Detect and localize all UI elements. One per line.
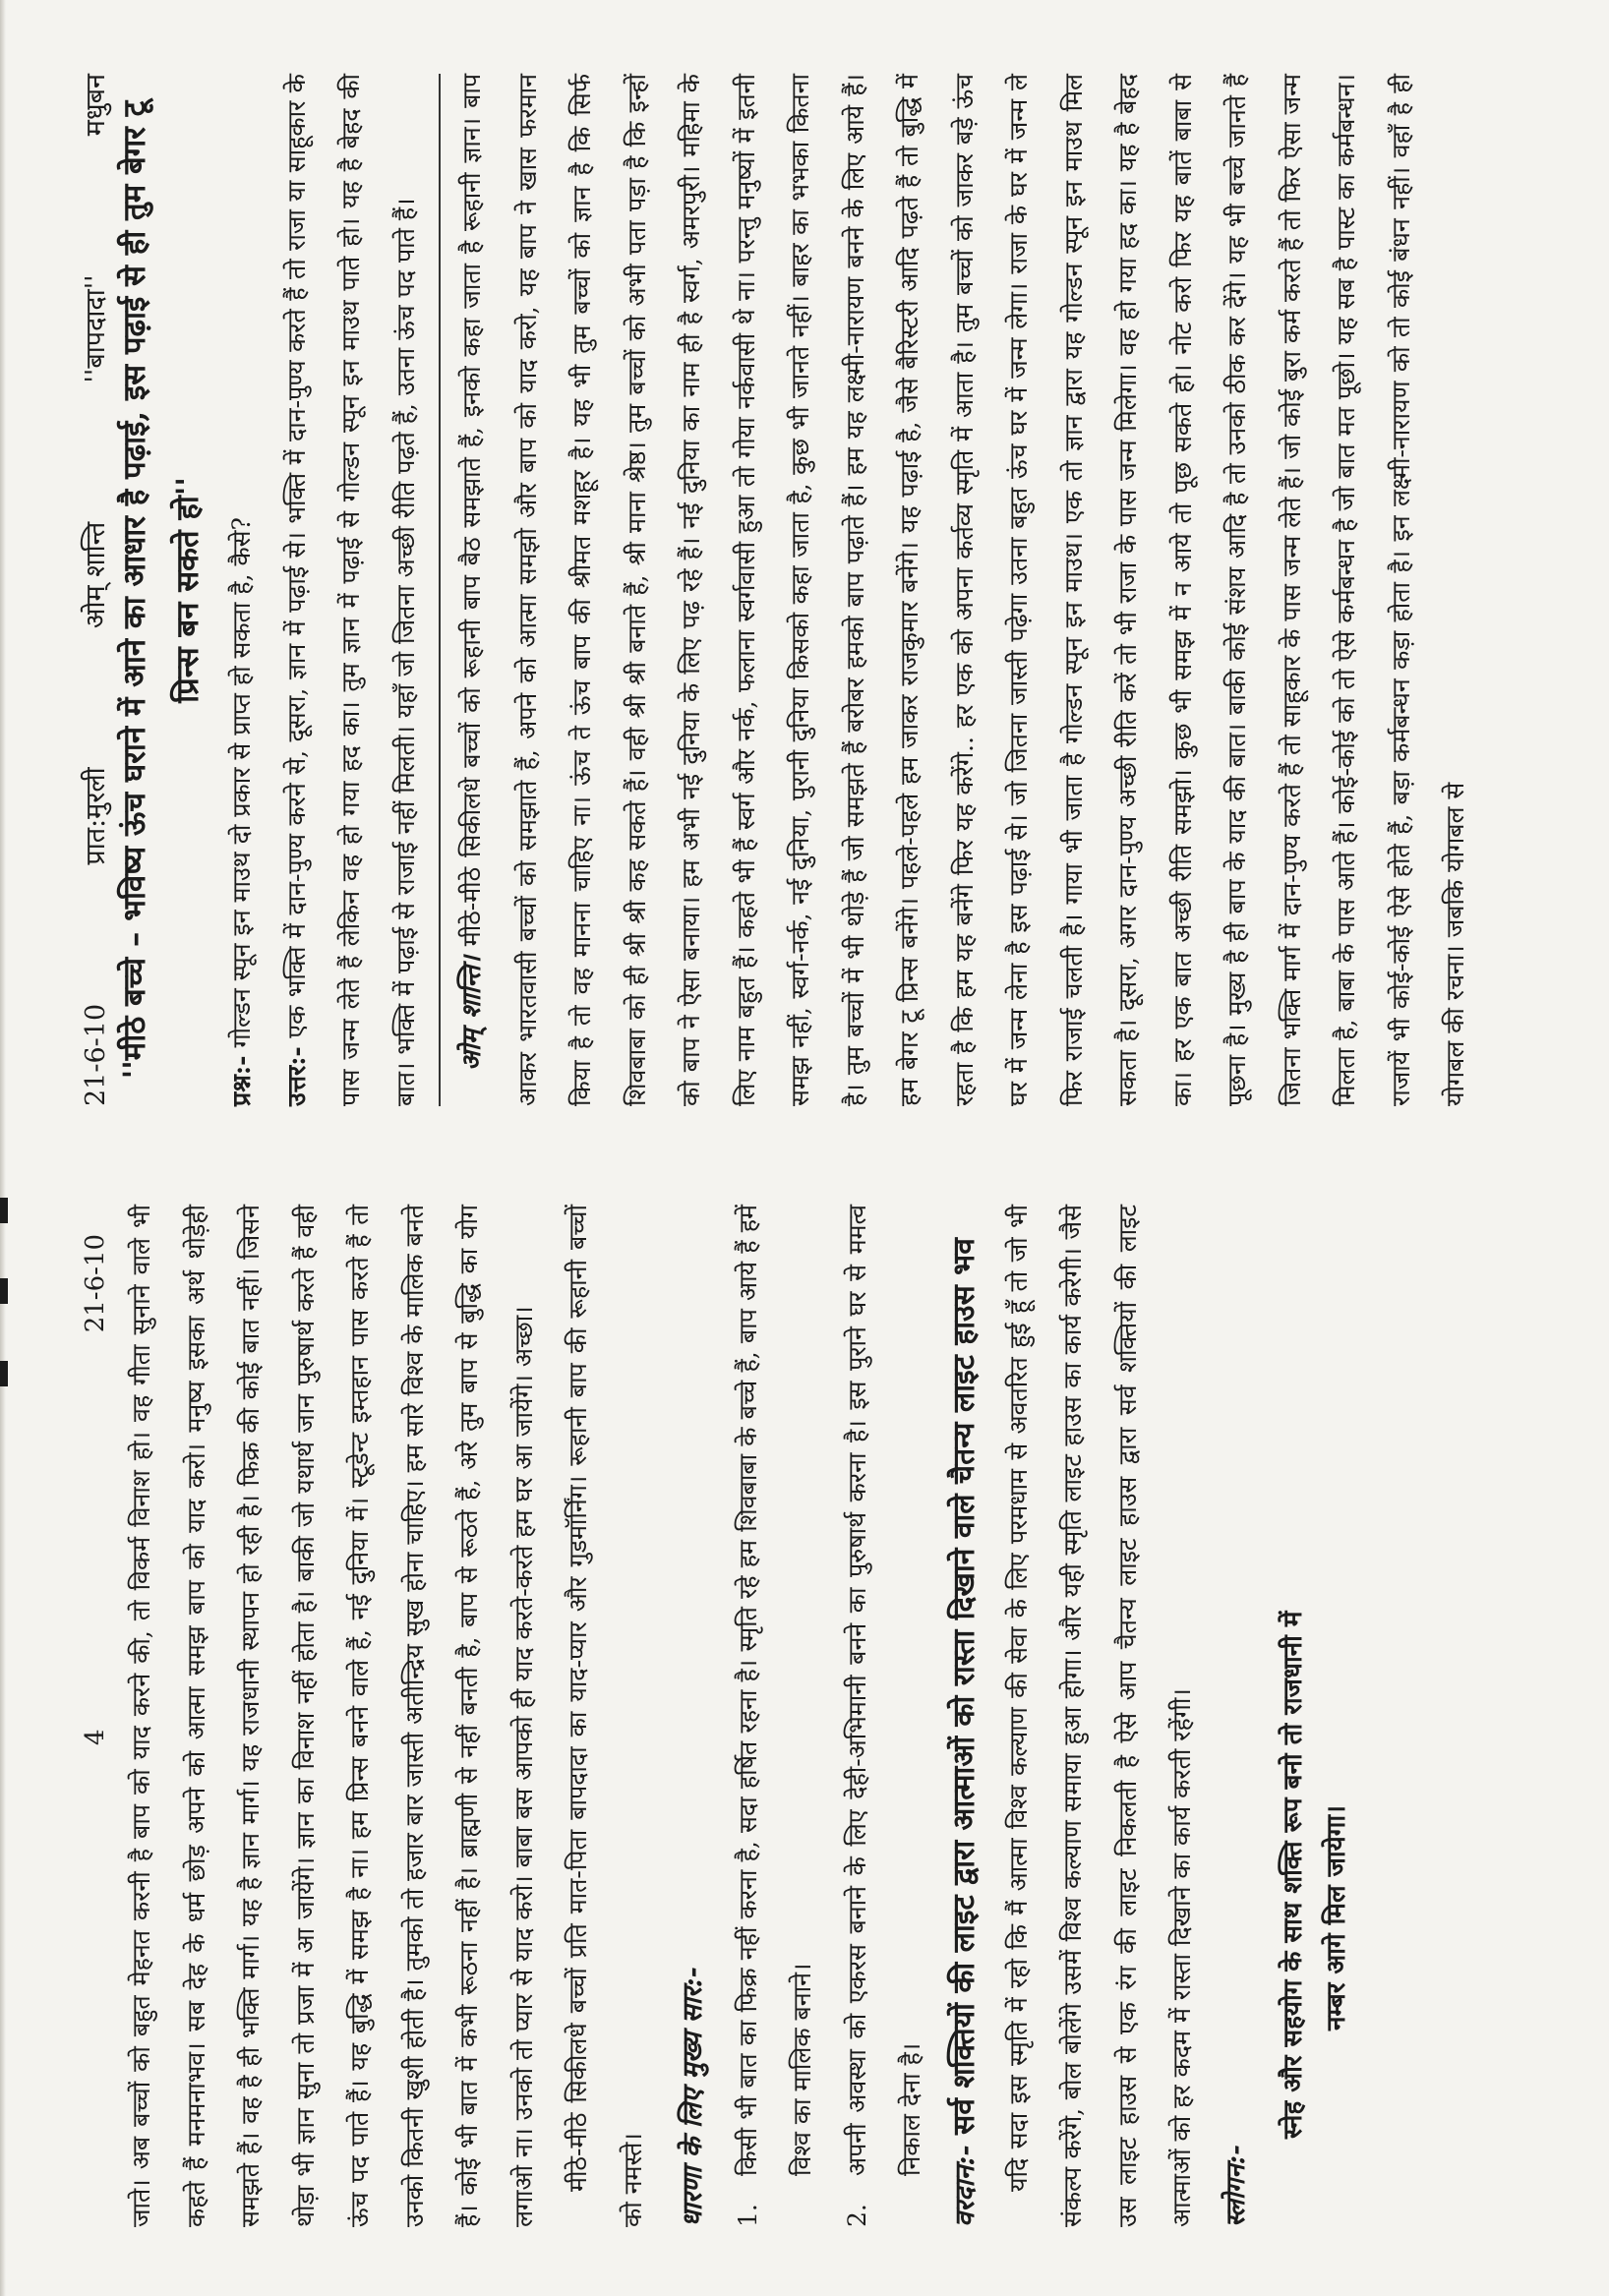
vardan-title: सर्व शक्तियों की लाइट द्वारा आत्माओं को रास्ता दिखाने वाले चैतन्य लाइट हाउस भव [946, 1238, 982, 2135]
right-page [69, 54, 1574, 1116]
dharna-item-text: किसी भी बात का फिक्र नहीं करना है, सदा हर्षित रहना है। स्मृति रहे हम शिवबाबा के बच्चे हैं, बाप आये हैं हमें विश्व का मालिक बनाने। [733, 1205, 816, 2176]
murli-title: ''मीठे बच्चे – भविष्य ऊंच घराने में आने का आधार है पढ़ाई, इस पढ़ाई से ही तुम बेगर टू प्रिन्स बन सकते हो'' [117, 100, 206, 1080]
question [214, 74, 269, 1106]
murli-greeting: ओम् शान्ति [81, 521, 111, 629]
question-text: गोल्डन स्पून इन माउथ दो प्रकार से प्राप्त हो सकता है, कैसे? [227, 517, 256, 1048]
rotated-content [69, 54, 1574, 2247]
om-shanti-paragraph [445, 74, 1483, 1106]
closing-paragraph: मीठे-मीठे सिकीलधे बच्चों प्रति मात-पिता बापदादा का याद-प्यार और गुडमॉर्निंग। रूहानी बाप की रूहानी बच्चों को नमस्ते। [564, 1205, 647, 2227]
om-shanti-text: मीठे-मीठे सिकीलधे बच्चों को रूहानी बाप बैठ समझाते हैं, इनको कहा जाता है रूहानी ज्ञान। बाप आकर भारतवासी बच्चों को समझाते हैं, अपने को आत्मा समझो और बाप को याद करो, यह बाप ने खास फरमान किया है तो वह मानना चाहिए ना। ऊंच ते ऊंच बाप की श्रीमत मशहूर है। यह भी तुम बच्चों को ज्ञान है कि सिर्फ शिवबाबा को ही श्री श्री कह सकते हैं। वही श्री श्री बनाते हैं, श्री माना श्रेष्ठ। तुम बच्चों को अभी पता पड़ा है कि इन्हों को बाप ने ऐसा बनाया। हम अभी नई दुनिया के लिए पढ़ रहे हैं। नई दुनिया का नाम ही है स्वर्ग, अमरपुरी। महिमा के लिए नाम बहुत हैं। कहते भी हैं स्वर्ग और नर्क, फलाना स्वर्गवासी हुआ तो गोया नर्कवासी थे ना। परन्तु मनुष्यों में इतनी समझ नहीं, स्वर्ग-नर्क, नई दुनिया, पुरानी दुनिया किसको कहा जाता है, कुछ भी जानते नहीं। बाहर का भभका कितना है। तुम बच्चों में भी थोड़े हैं जो समझते हैं बरोबर हमको बाप पढ़ाते हैं। हम यह लक्ष्मी-नारायण बनने के लिए आये हैं। हम बेगर टू प्रिन्स बनेंगे। पहले-पहले हम जाकर राजकुमार बनेंगे। यह पढ़ाई है, जैसे बैरिस्टरी आदि पढ़ते हैं तो बुद्धि में रहता है कि हम यह बनेंगे फिर यह करेंगे.. हर एक को अपना कर्तव्य स्मृति में आता है। तुम बच्चों को जाकर बड़े ऊंच घर में जन्म लेना है इस पढ़ाई से। जो जितना जास्ती पढ़ेगा उतना बहुत ऊंच घर में जन्म लेगा। राजा के घर में जन्म ले फिर राजाई चलती है। गाया भी जाता है गोल्डन स्पून इन माउथ। एक तो ज्ञान द्वारा यह गोल्डन स्पून इन माउथ मिल सकता है। दूसरा, अगर दान-पुण्य अच्छी रीति करें तो भी राजा के पास जन्म मिलेगा। वह हो गया हद का। यह है बेहद का। हर एक बात अच्छी रीति समझो। कुछ भी समझ में न आये तो पूछ सकते हो। नोट करो फिर यह बातें बाबा से पूछना है। मुख्य है ही बाप के याद की बात। बाकी कोई संशय आदि है तो उनको ठीक कर देंगे। यह भी बच्चे जानते हैं जितना भक्ति मार्ग में दान-पुण्य करते हैं तो साहूकार के पास जन्म लेते हैं। जो कोई बुरा कर्म करते हैं तो फिर ऐसा जन्म मिलता है, बाबा के पास आते हैं। कोई-कोई को तो ऐसे कर्मबन्धन है जो बात मत पूछो। यह सब है पास्ट का कर्मबन्धन। राजायें भी कोई-कोई ऐसे होते हैं, बड़ा कर्मबन्धन कड़ा होता है। इन लक्ष्मी-नारायण को तो कोई बंधन नहीं। वहाँ है ही योगबल की रचना। जबकि योगबल से [457, 73, 1469, 1106]
question-label: प्रश्न:- [227, 1055, 256, 1106]
murli-date: 21-6-10 [81, 1003, 111, 1106]
continuation-paragraph: जाते। अब बच्चों को बहुत मेहनत करनी है बाप को याद करने की, तो विकर्म विनाश हो। वह गीता सुनाने वाले भी कहते हैं मनमनाभव। सब देह के धर्म छोड़ अपने को आत्मा समझ बाप को याद करो। मनुष्य इसका अर्थ थोड़ेही समझते हैं। वह है ही भक्ति मार्ग। यह है ज्ञान मार्ग। यह राजधानी स्थापन हो रही है। फिक्र की कोई बात नहीं। जिसने थोड़ा भी ज्ञान सुना तो प्रजा में आ जायेंगे। ज्ञान का विनाश नहीं होता है। बाकी जो यथार्थ जान पुरुषार्थ करते हैं वही ऊंच पद पाते हैं। यह बुद्धि में समझ है ना। हम प्रिन्स बनने वाले हैं, नई दुनिया में। स्टूडेन्ट इम्तहान पास करते हैं तो उनको कितनी खुशी होती है। तुमको तो हजार बार जास्ती अतीन्द्रिय सुख होना चाहिए। हम सारे विश्व के मालिक बनते हैं। कोई भी बात में कभी रूठना नहीं है। ब्राह्मणी से नहीं बनती है, बाप से रूठते हैं, अरे तुम बाप से बुद्धि का योग लगाओ ना। उनको तो प्यार से याद करो। बाबा बस आपको ही याद करते-करते हम घर आ जायेंगे। अच्छा। [127, 1205, 538, 2227]
vardan-heading [939, 1205, 991, 2227]
left-page-header [69, 1205, 114, 2227]
dharna-item [721, 1205, 830, 2227]
answer-text: एक भक्ति में दान-पुण्य करने से, दूसरा, ज्ञान में पढ़ाई से। भक्ति में दान-पुण्य करते हैं तो राजा या साहूकार के पास जन्म लेते हैं लेकिन वह हो गया हद का। तुम ज्ञान में पढ़ाई से गोल्डन स्पून इन माउथ पाते हो। यह है बेहद की बात। भक्ति में पढ़ाई से राजाई नहीं मिलती। यहाँ जो जितना अच्छी रीति पढ़ते हैं, उतना ऊंच पद पाते हैं। [281, 74, 420, 1106]
dharna-heading: धारणा के लिए मुख्य सार:- [678, 1967, 708, 2227]
murli-place: मधुबन [81, 74, 111, 137]
slogan-label: स्लोगन:- [1221, 2145, 1251, 2227]
answer [269, 74, 434, 1106]
dharna-item [830, 1205, 939, 2227]
page-date: 21-6-10 [81, 1234, 110, 1333]
murli-speaker: ''बापदादा'' [81, 274, 111, 383]
murli-session: प्रात:मुरली [81, 767, 111, 865]
vardan-label: वरदान:- [949, 2145, 981, 2227]
dharna-item-number: 1. [733, 2204, 762, 2227]
dharna-item-text: अपनी अवस्था को एकरस बनाने के लिए देही-अभिमानी बनने का पुरुषार्थ करना है। इस पुराने घर से ममत्व निकाल देना है। [842, 1205, 925, 2176]
divider [439, 74, 441, 1106]
slogan [1272, 1205, 1358, 2227]
dharna-item-number: 2. [842, 2204, 871, 2227]
answer-label: उत्तर:- [281, 1046, 311, 1106]
page-number: 4 [81, 1729, 110, 1745]
vardan-paragraph: यदि सदा इस स्मृति में रहो कि मैं आत्मा विश्व कल्याण की सेवा के लिए परमधाम से अवतरित हुई हूँ तो जो भी संकल्प करेंगे, बोल बोलेंगे उसमें विश्व कल्याण समाया हुआ होगा। और यही स्मृति लाइट हाउस का कार्य करेगी। जैसे उस लाइट हाउस से एक रंग की लाइट निकलती है ऐसे आप चैतन्य लाइट हाउस द्वारा सर्व शक्तियों की लाइट आत्माओं को हर कदम में रास्ता दिखाने का कार्य करती रहेंगी। [1003, 1205, 1196, 2227]
murli-header [69, 74, 111, 1106]
om-shanti-label: ओम् शान्ति। [457, 956, 487, 1071]
left-page [69, 1195, 1574, 2247]
slogan-line: स्नेह और सहयोग के साथ शक्ति रूप बनो तो राजधानी में [1279, 1611, 1308, 2139]
slogan-line: नम्बर आगे मिल जायेगा। [1322, 1805, 1351, 2031]
